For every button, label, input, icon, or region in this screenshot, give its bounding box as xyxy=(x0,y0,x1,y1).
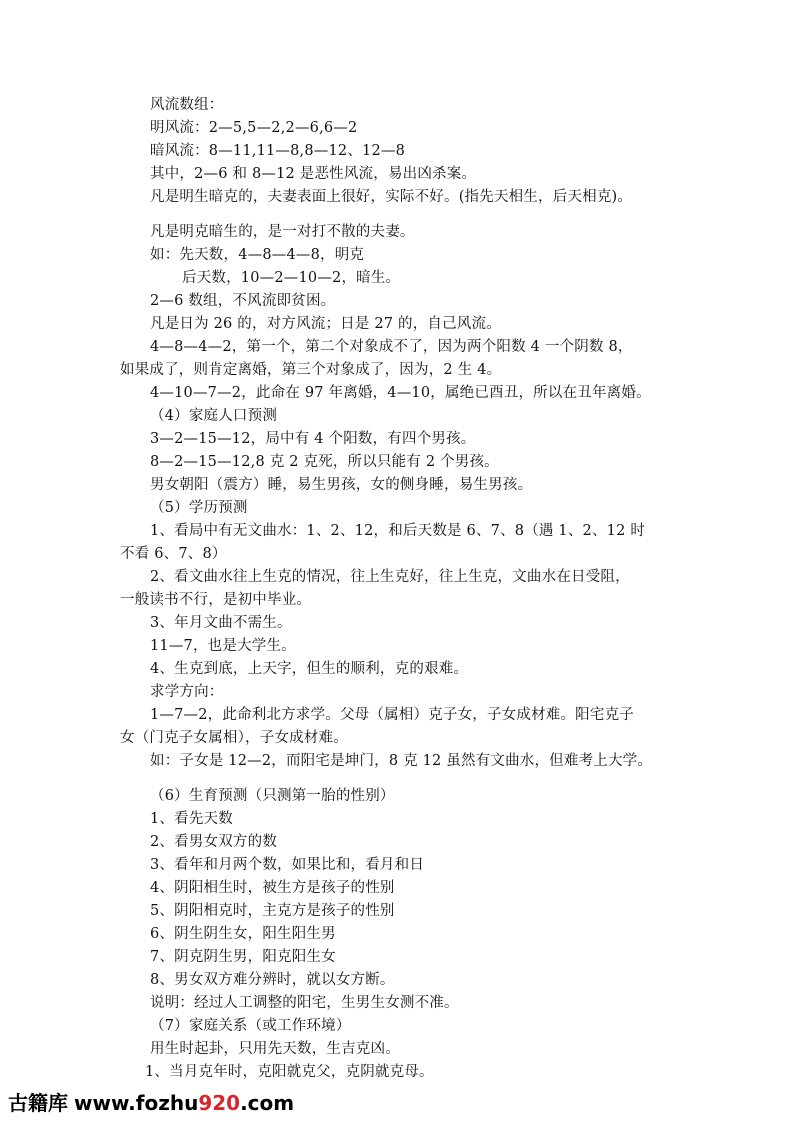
text-line: 3—2—15—12，局中有 4 个阳数，有四个男孩。 xyxy=(150,431,476,447)
text-line: 1、看局中有无文曲水：1、2、12，和后天数是 6、7、8（遇 1、2、12 时 xyxy=(150,523,646,539)
text-line: 4—8—4—2，第一个，第二个对象成不了，因为两个阳数 4 一个阴数 8， xyxy=(150,339,633,355)
site-url-accent: 920 xyxy=(198,1091,241,1115)
text-line: 凡是明克暗生的，是一对打不散的夫妻。 xyxy=(150,224,415,240)
list-item: 6、阴生阴生女，阳生阳生男 xyxy=(150,926,336,942)
section-heading: （4）家庭人口预测 xyxy=(150,408,278,424)
text-line: 3、年月文曲不需生。 xyxy=(150,615,292,631)
text-line: 4、生克到底，上天字，但生的顺利，克的艰难。 xyxy=(150,661,469,677)
site-name: 古籍库 xyxy=(8,1091,68,1115)
list-item: 1、当月克年时，克阳就克父，克阴就克母。 xyxy=(145,1064,434,1080)
site-url-suffix: .com xyxy=(240,1091,295,1115)
list-item: 7、阴克阴生男，阳克阳生女 xyxy=(150,949,336,965)
text-line: 用生时起卦，只用先天数，生吉克凶。 xyxy=(150,1041,400,1057)
text-line: 2、看文曲水往上生克的情况，往上生克好，往上生克，文曲水在日受阻， xyxy=(150,569,630,585)
list-item: 1、看先天数 xyxy=(150,811,233,827)
site-url-prefix: www.fozhu xyxy=(74,1091,199,1115)
list-item: 4、阴阳相生时，被生方是孩子的性别 xyxy=(150,880,395,896)
text-line: 说明：经过人工调整的阳宅，生男生女测不准。 xyxy=(150,995,459,1011)
text-line: 一般读书不行，是初中毕业。 xyxy=(120,592,312,608)
list-item: 8、男女双方难分辨时，就以女方断。 xyxy=(150,972,395,988)
text-line: 暗风流：8—11,11—8,8—12、12—8 xyxy=(150,143,406,159)
text-line: 风流数组： xyxy=(150,97,224,113)
text-line: 1—7—2，此命利北方求学。父母（属相）克子女，子女成材难。阳宅克子 xyxy=(150,707,634,723)
list-item: 3、看年和月两个数，如果比和，看月和日 xyxy=(150,857,425,873)
text-line: 男女朝阳（震方）睡，易生男孩，女的侧身睡，易生男孩。 xyxy=(150,477,533,493)
list-item: 2、看男女双方的数 xyxy=(150,834,278,850)
text-line: 求学方向： xyxy=(150,684,224,700)
text-line: 凡是日为 26 的，对方风流；日是 27 的，自己风流。 xyxy=(150,316,501,332)
text-line: 如：先天数，4—8—4—8，明克 xyxy=(150,247,365,263)
text-line: 4—10—7—2，此命在 97 年离婚，4—10，属绝已酉丑，所以在丑年离婚。 xyxy=(150,385,651,401)
text-line: 如：子女是 12—2，而阳宅是坤门，8 克 12 虽然有文曲水，但难考上大学。 xyxy=(150,753,653,769)
text-line: 2—6 数组，不风流即贫困。 xyxy=(150,293,336,309)
text-line: 不看 6、7、8） xyxy=(120,546,227,562)
section-heading: （6）生育预测（只测第一胎的性别） xyxy=(150,788,395,804)
footer-watermark xyxy=(8,1090,294,1116)
text-line: 11—7，也是大学生。 xyxy=(150,638,296,654)
text-line: 其中，2—6 和 8—12 是恶性风流，易出凶杀案。 xyxy=(150,166,477,182)
text-line: 8—2—15—12,8 克 2 克死，所以只能有 2 个男孩。 xyxy=(150,454,499,470)
text-line: 如果成了，则肯定离婚，第三个对象成了，因为，2 生 4。 xyxy=(120,362,502,378)
text-line: 明风流：2—5,5—2,2—6,6—2 xyxy=(150,120,358,136)
section-heading: （7）家庭关系（或工作环境） xyxy=(150,1018,351,1034)
text-line: 后天数，10—2—10—2，暗生。 xyxy=(182,270,401,286)
text-line: 凡是明生暗克的，夫妻表面上很好，实际不好。(指先天相生，后天相克)。 xyxy=(150,189,633,205)
text-line: 女（门克子女属相），子女成材难。 xyxy=(120,730,348,746)
section-heading: （5）学历预测 xyxy=(150,500,248,516)
list-item: 5、阴阳相克时，主克方是孩子的性别 xyxy=(150,903,395,919)
